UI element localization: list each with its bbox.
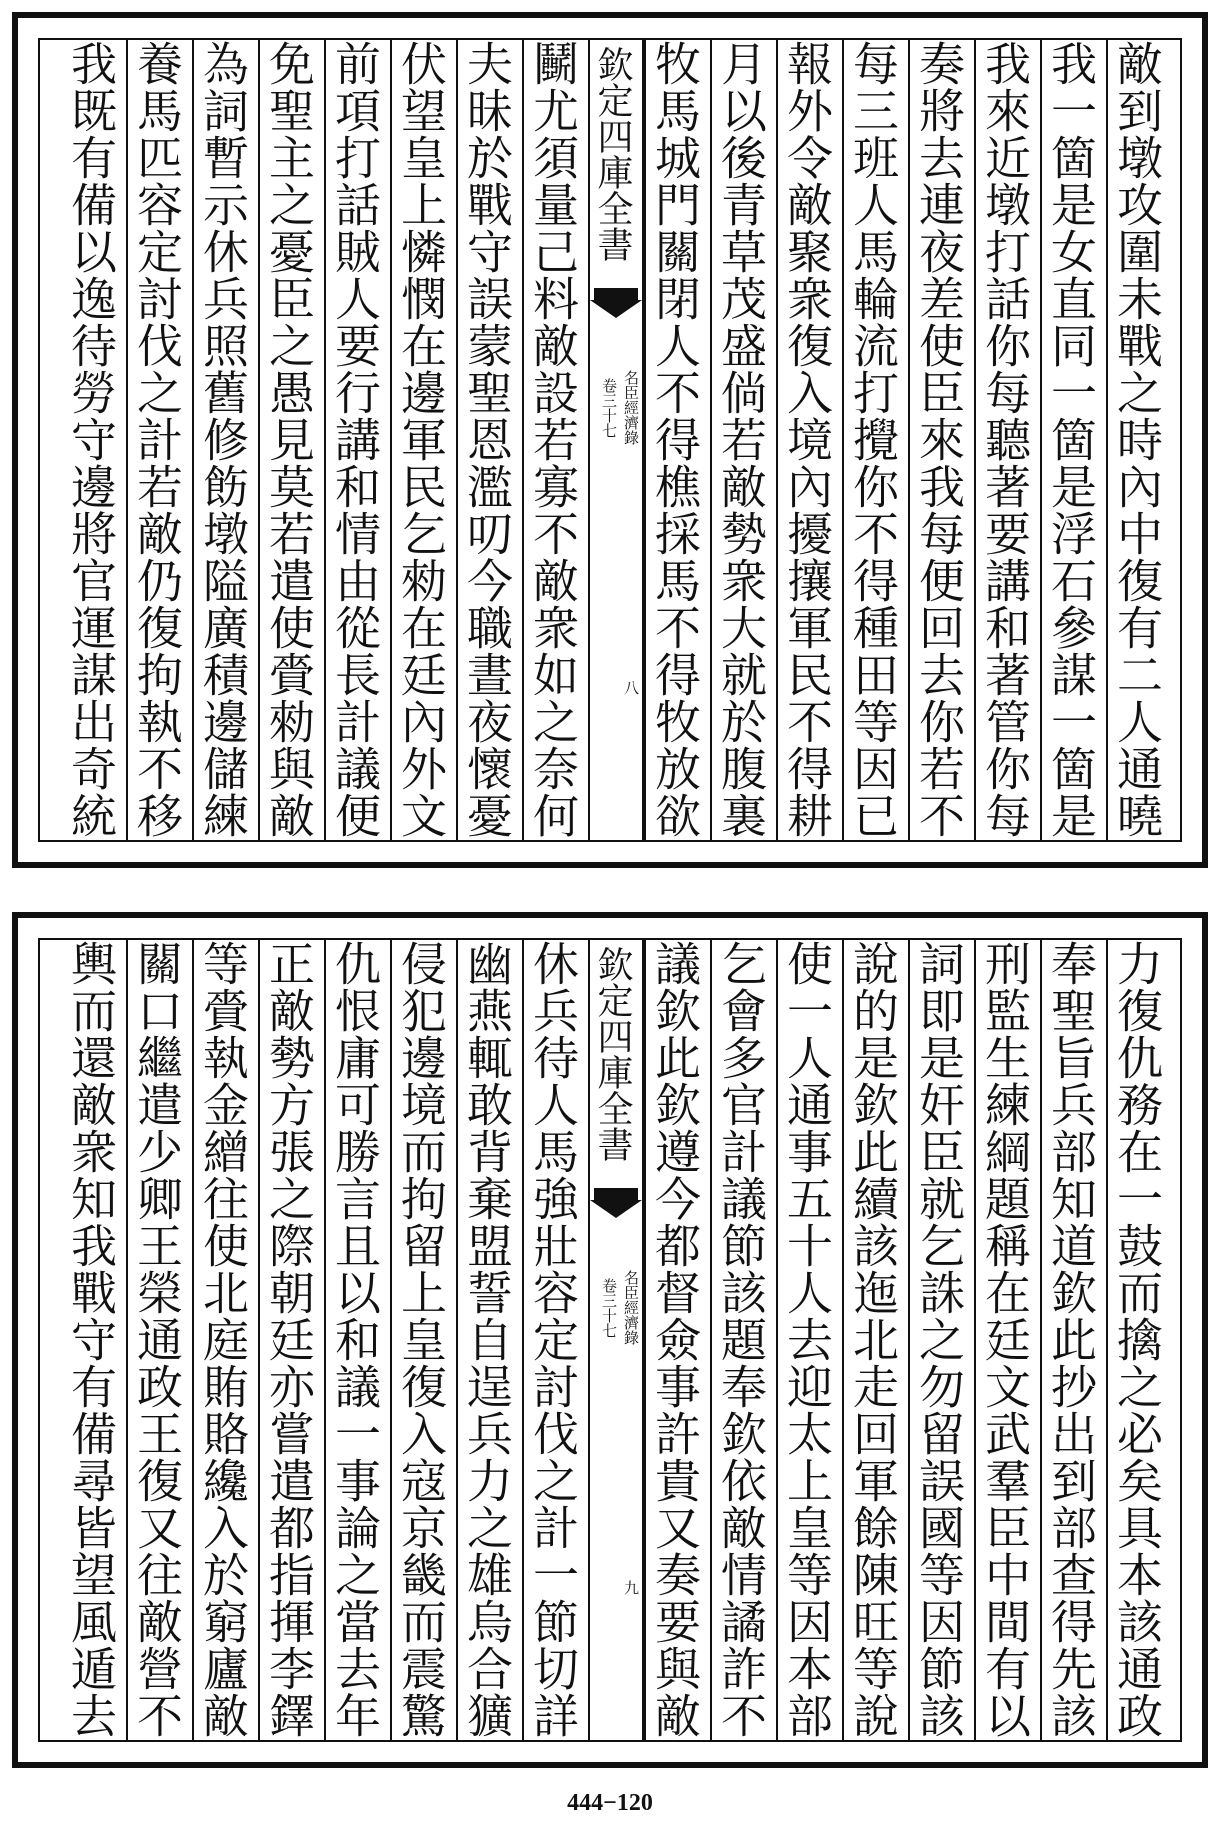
text-column: 乞會多官計議節該題奉欽依敵情譎詐不 bbox=[710, 940, 776, 1740]
volume-label: 卷三十七 bbox=[600, 377, 618, 438]
fishtail-mark bbox=[594, 1188, 638, 1222]
text-column: 我一箇是女直同一箇是浮石參謀一箇是 bbox=[1040, 40, 1106, 840]
text-column: 報外令敵聚衆復入境內擾攘軍民不得耕 bbox=[776, 40, 842, 840]
text-column: 輿而還敵衆知我戰守有備尋皆望風遁去 bbox=[64, 940, 118, 1739]
text-column: 侵犯邊境而拘留上皇復入寇京畿而震驚 bbox=[390, 940, 456, 1740]
text-column: 奏將去連夜差使臣來我每便回去你若不 bbox=[908, 40, 974, 840]
text-column: 牧馬城門關閉人不得樵採馬不得牧放欲 bbox=[644, 40, 710, 840]
text-block bbox=[38, 38, 1182, 842]
chapter-label bbox=[590, 370, 642, 445]
text-column: 月以後青草茂盛倘若敵勢衆大就於腹裏 bbox=[710, 40, 776, 840]
volume-label: 卷三十七 bbox=[600, 1277, 618, 1338]
book-name: 名臣經濟錄 bbox=[622, 1270, 640, 1345]
text-column: 說的是欽此續該迤北走回軍餘陳旺等說 bbox=[842, 940, 908, 1740]
leaf-number: 八 bbox=[622, 680, 640, 695]
center-column bbox=[588, 40, 644, 840]
text-column: 夫昧於戰守誤蒙聖恩濫叨今職晝夜懷憂 bbox=[456, 40, 522, 840]
page-frame bbox=[12, 912, 1208, 1768]
text-column: 議欽此欽遵今都督僉事許貴又奏要與敵 bbox=[644, 940, 710, 1740]
text-column: 我既有備以逸待勞守邊將官運謀出奇統 bbox=[64, 40, 118, 839]
fishtail-mark bbox=[594, 288, 638, 322]
text-column: 等賫執金繒往使北庭賄賂纔入於窮廬敵 bbox=[192, 940, 258, 1740]
text-column: 力復仇務在一鼓而擒之必矣具本該通政 bbox=[1106, 940, 1172, 1740]
text-column: 鬭尤須量己料敵設若寡不敵衆如之奈何 bbox=[522, 40, 588, 840]
text-column: 伏望皇上憐憫在邊軍民乞勑在廷內外文 bbox=[390, 40, 456, 840]
text-column: 奉聖旨兵部知道欽此抄出到部查得先該 bbox=[1040, 940, 1106, 1740]
book-title: 欽定四庫全書 bbox=[592, 946, 633, 1162]
book-name: 名臣經濟錄 bbox=[622, 370, 640, 445]
text-block bbox=[38, 938, 1182, 1742]
book-title: 欽定四庫全書 bbox=[592, 46, 633, 262]
text-column: 前項打話賊人要行講和情由從長計議便 bbox=[324, 40, 390, 840]
page-top bbox=[0, 0, 1220, 880]
text-column: 每三班人馬輪流打攪你不得種田等因已 bbox=[842, 40, 908, 840]
page-footer-number: 444−120 bbox=[567, 1790, 653, 1816]
text-column: 我來近墩打話你每聽著要講和著管你每 bbox=[974, 40, 1040, 840]
text-column: 休兵待人馬強壯容定討伐之計一節切詳 bbox=[522, 940, 588, 1740]
text-column: 刑監生練綱題稱在廷文武羣臣中間有以 bbox=[974, 940, 1040, 1740]
text-column: 免聖主之憂臣之愚見莫若遣使賫勑與敵 bbox=[258, 40, 324, 840]
text-column: 正敵勢方張之際朝廷亦嘗遣都指揮李鐸 bbox=[258, 940, 324, 1740]
chapter-label bbox=[590, 1270, 642, 1345]
page-frame bbox=[12, 12, 1208, 868]
text-column: 養馬匹容定討伐之計若敵仍復拘執不移 bbox=[126, 40, 192, 840]
text-column: 詞即是奸臣就乞誅之勿留誤國等因節該 bbox=[908, 940, 974, 1740]
text-column: 幽燕輒敢背棄盟誓自逞兵力之雄烏合獷 bbox=[456, 940, 522, 1740]
text-column: 為詞暫示休兵照舊修飭墩隘廣積邊儲練 bbox=[192, 40, 258, 840]
leaf-number: 九 bbox=[622, 1580, 640, 1595]
text-column: 關口繼遣少卿王榮通政王復又往敵營不 bbox=[126, 940, 192, 1740]
text-column: 使一人通事五十人去迎太上皇等因本部 bbox=[776, 940, 842, 1740]
text-column: 仇恨庸可勝言且以和議一事論之當去年 bbox=[324, 940, 390, 1740]
center-column bbox=[588, 940, 644, 1740]
text-column: 敵到墩攻圍未戰之時內中復有二人通曉 bbox=[1106, 40, 1172, 840]
page-bottom bbox=[0, 900, 1220, 1780]
